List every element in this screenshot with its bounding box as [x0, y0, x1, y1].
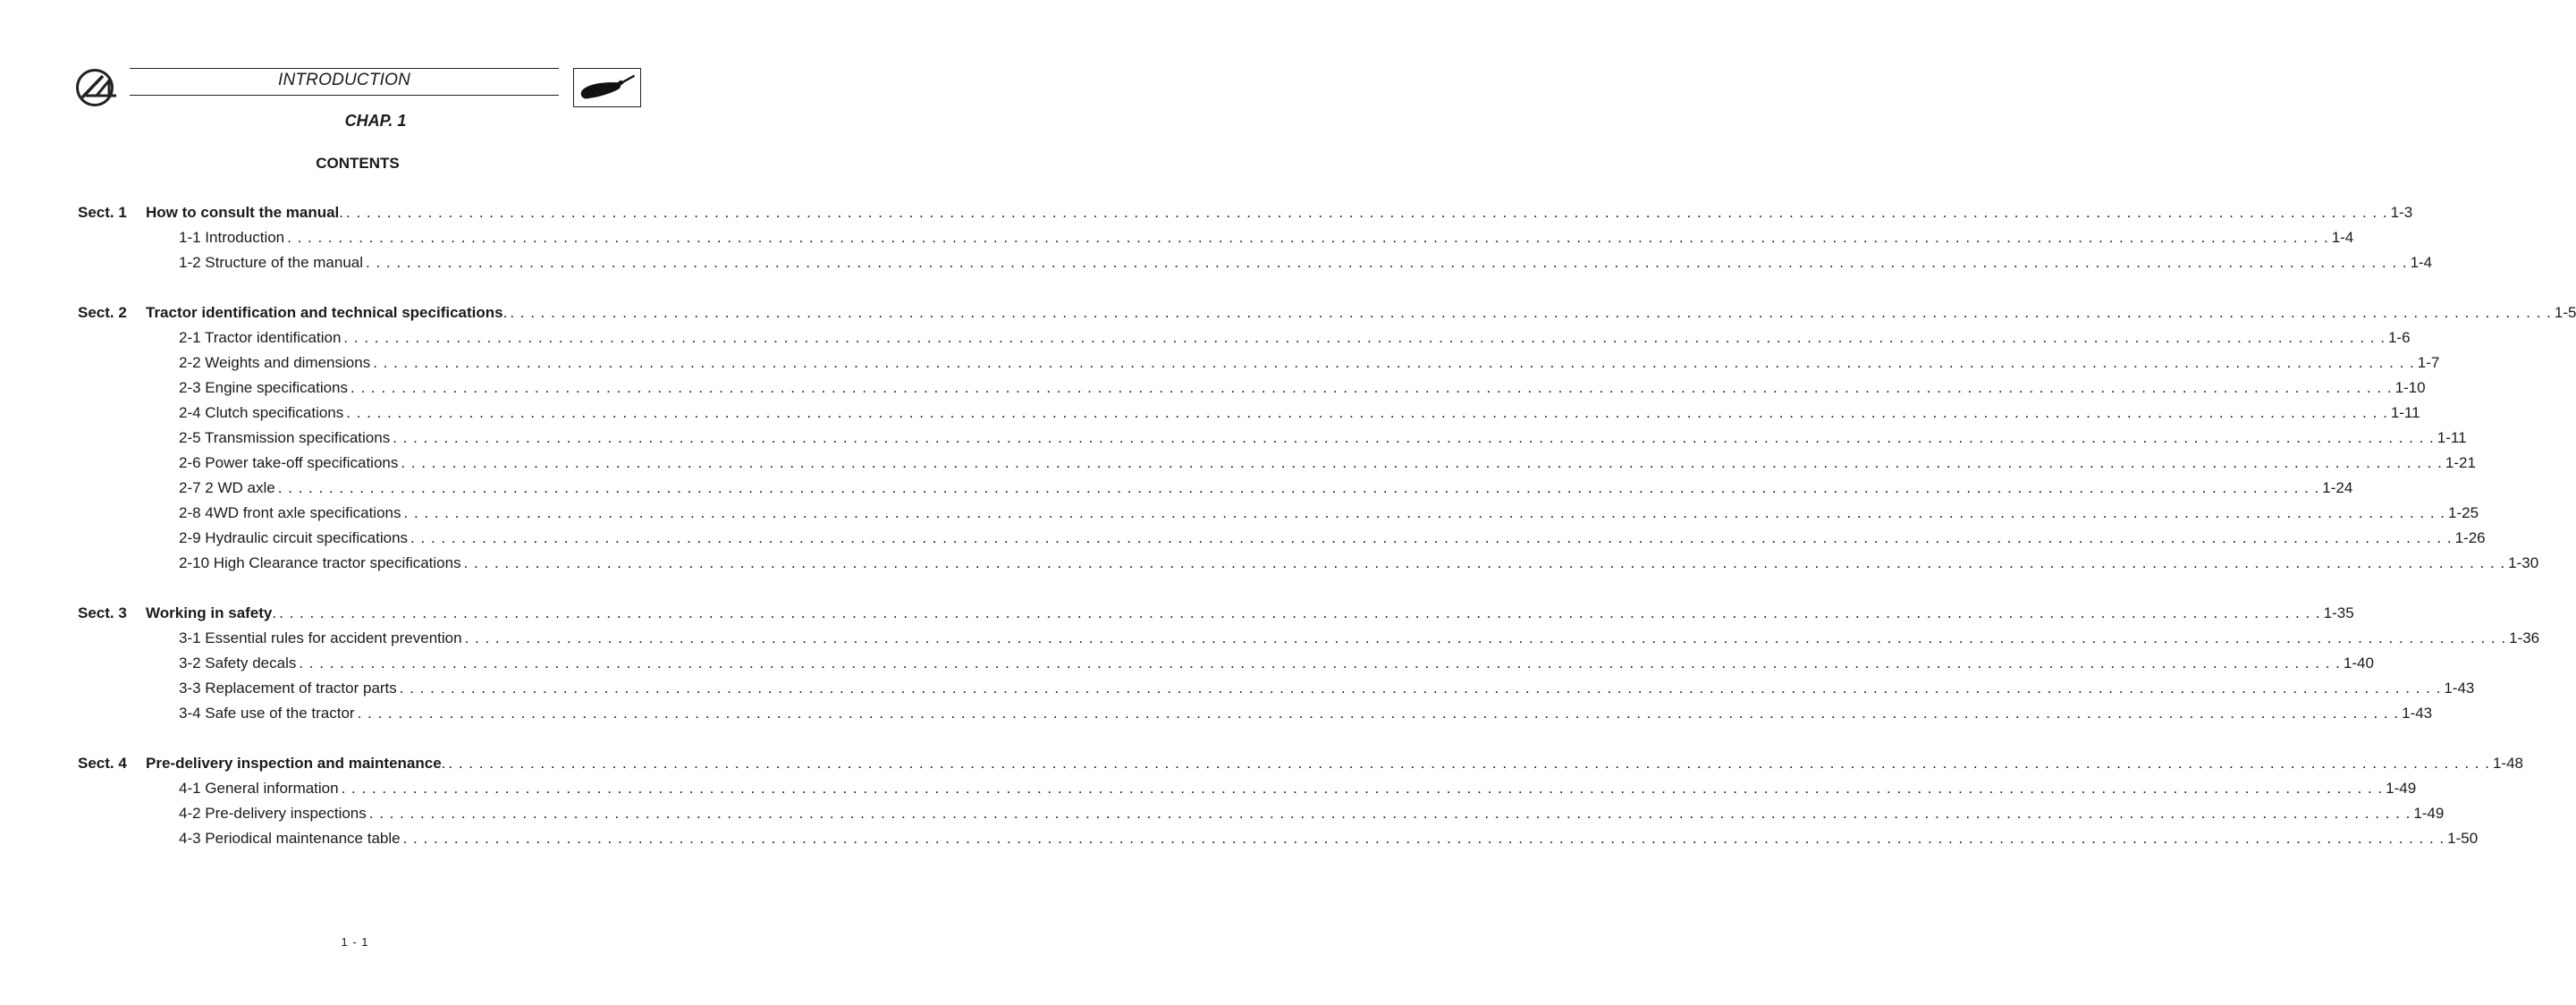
- toc-page-number: 1-21: [2445, 454, 2476, 471]
- toc-leader-dots: . . . . . . . . . . . . . . . . . . . . . . . . . . . . . . . . . . . . . . . . . . . . . . . . . . . . . . . . . . . . . . . . . . . . . . . . . . . . . . . . . . . . . . . . . . . . . . . . . . . . . . . . . . . . . . . . . . . . . . . . . . . . . . . . . . . . . . . . . . . . . . . . . . . . . . . . . . . . . . . . . . . . . . . . . . . . . . . . . . . . . . . . . . . . . . . . . . . . . . . .: [510, 304, 2552, 321]
- contents-heading: CONTENTS: [316, 155, 400, 172]
- toc-section-row: Sect. 3 Working in safety . . . . . . . . . . . . . . . . . . . . . . . . . . . . . . . . . . . . . . . . . . . . . . . . . . . . . . . . . . . . . . . . . . . . . . . . . . . . . . . . . . . . . . . . . . . . . . . . . . . . . . . . . . . . . . . . . . . . . . . . . . . . . . . . . . . . . . . . . . . . . . . . . . . . . . . . . . . . . . . . . . . . . . . . . . . . . . . . . . . . . . . . . . . . . . . . . . . . . . . . . 1-35: [78, 601, 641, 626]
- toc-subsection-row: [78, 476, 2353, 501]
- toc-leader-dots: . . . . . . . . . . . . . . . . . . . . . . . . . . . . . . . . . . . . . . . . . . . . . . . . . . . . . . . . . . . . . . . . . . . . . . . . . . . . . . . . . . . . . . . . . . . . . . . . . . . . . . . . . . . . . . . . . . . . . . . . . . . . . . . . . . . . . . . . . . . . . . . . . . . . . . . . . . . . . . . . . . . . . . . . . . . . . . . . . . . . . . . . . . . . . . . . . . . . . . . .: [463, 554, 2506, 571]
- toc-page-number: 1-49: [2386, 780, 2417, 797]
- toc-leader-dots: . . . . . . . . . . . . . . . . . . . . . . . . . . . . . . . . . . . . . . . . . . . . . . . . . . . . . . . . . . . . . . . . . . . . . . . . . . . . . . . . . . . . . . . . . . . . . . . . . . . . . . . . . . . . . . . . . . . . . . . . . . . . . . . . . . . . . . . . . . . . . . . . . . . . . . . . . . . . . . . . . . . . . . . . . . . . . . . . . . . . . . . . . . . . . . . . . . . . . . . .: [287, 229, 2329, 246]
- toc-entry-title: 3-2 Safety decals: [179, 655, 297, 671]
- toc-page-number: 1-49: [2413, 805, 2445, 822]
- chapter-title: CHAP. 1: [344, 112, 407, 130]
- toc-subsection-row: [78, 451, 2476, 476]
- toc-subsection-row: [78, 325, 2411, 350]
- toc-entry-title: 2-7 2 WD axle: [179, 479, 275, 496]
- toc-leader-dots: . . . . . . . . . . . . . . . . . . . . . . . . . . . . . . . . . . . . . . . . . . . . . . . . . . . . . . . . . . . . . . . . . . . . . . . . . . . . . . . . . . . . . . . . . . . . . . . . . . . . . . . . . . . . . . . . . . . . . . . . . . . . . . . . . . . . . . . . . . . . . . . . . . . . . . . . . . . . . . . . . . . . . . . . . . . . . . . . . . . . . . . . . . . . . . . . . . . . . . . .: [357, 705, 2400, 722]
- toc-entry-title: 2-3 Engine specifications: [179, 379, 349, 396]
- toc-entry-title: How to consult the manual: [146, 204, 340, 221]
- toc-entry-title: Tractor identification and technical specifications: [146, 304, 503, 321]
- toc-entry-title: Working in safety: [146, 604, 273, 621]
- toc-subsection-row: [78, 250, 2433, 275]
- toc-leader-dots: . . . . . . . . . . . . . . . . . . . . . . . . . . . . . . . . . . . . . . . . . . . . . . . . . . . . . . . . . . . . . . . . . . . . . . . . . . . . . . . . . . . . . . . . . . . . . . . . . . . . . . . . . . . . . . . . . . . . . . . . . . . . . . . . . . . . . . . . . . . . . . . . . . . . . . . . . . . . . . . . . . . . . . . . . . . . . . . . . . . . . . . . . . . . . . . . . . . . . . . .: [279, 604, 2321, 621]
- toc-section-label: Sect. 3: [78, 604, 127, 621]
- toc-section-row: Sect. 2 Tractor identification and technical specifications . . . . . . . . . . . . . . . . . . . . . . . . . . . . . . . . . . . . . . . . . . . . . . . . . . . . . . . . . . . . . . . . . . . . . . . . . . . . . . . . . . . . . . . . . . . . . . . . . . . . . . . . . . . . . . . . . . . . . . . . . . . . . . . . . . . . . . . . . . . . . . . . . . . . . . . . . . . . . . . . . . . . . . . . . . . . . . . . . . . . . . . . . . . . . . . . . . . . . . . . . 1-5: [78, 300, 641, 325]
- toc-subsection-row: [78, 426, 2467, 451]
- toc-subsection-row: [78, 501, 2479, 526]
- toc-section-label: Sect. 2: [78, 304, 127, 321]
- toc-entry-title: 2-5 Transmission specifications: [179, 429, 391, 446]
- toc-leader-dots: . . . . . . . . . . . . . . . . . . . . . . . . . . . . . . . . . . . . . . . . . . . . . . . . . . . . . . . . . . . . . . . . . . . . . . . . . . . . . . . . . . . . . . . . . . . . . . . . . . . . . . . . . . . . . . . . . . . . . . . . . . . . . . . . . . . . . . . . . . . . . . . . . . . . . . . . . . . . . . . . . . . . . . . . . . . . . . . . . . . . . . . . . . . . . . . . . . . . . . . .: [368, 805, 2411, 822]
- page-number: 1 - 1: [341, 935, 369, 949]
- toc-entry-title: 1-2 Structure of the manual: [179, 254, 364, 271]
- toc-page-number: 1-26: [2454, 529, 2486, 546]
- toc-subsection-row: [78, 376, 2426, 401]
- toc-section-row: Sect. 4 Pre-delivery inspection and maintenance . . . . . . . . . . . . . . . . . . . . . . . . . . . . . . . . . . . . . . . . . . . . . . . . . . . . . . . . . . . . . . . . . . . . . . . . . . . . . . . . . . . . . . . . . . . . . . . . . . . . . . . . . . . . . . . . . . . . . . . . . . . . . . . . . . . . . . . . . . . . . . . . . . . . . . . . . . . . . . . . . . . . . . . . . . . . . . . . . . . . . . . . . . . . . . . . . . . . . . . . . 1-48: [78, 751, 641, 776]
- toc-leader-dots: . . . . . . . . . . . . . . . . . . . . . . . . . . . . . . . . . . . . . . . . . . . . . . . . . . . . . . . . . . . . . . . . . . . . . . . . . . . . . . . . . . . . . . . . . . . . . . . . . . . . . . . . . . . . . . . . . . . . . . . . . . . . . . . . . . . . . . . . . . . . . . . . . . . . . . . . . . . . . . . . . . . . . . . . . . . . . . . . . . . . . . . . . . . . . . . . . . . . . . . .: [346, 404, 2388, 421]
- toc-leader-dots: . . . . . . . . . . . . . . . . . . . . . . . . . . . . . . . . . . . . . . . . . . . . . . . . . . . . . . . . . . . . . . . . . . . . . . . . . . . . . . . . . . . . . . . . . . . . . . . . . . . . . . . . . . . . . . . . . . . . . . . . . . . . . . . . . . . . . . . . . . . . . . . . . . . . . . . . . . . . . . . . . . . . . . . . . . . . . . . . . . . . . . . . . . . . . . . . . . . . . . . .: [448, 755, 2490, 772]
- toc-page-number: 1-4: [2410, 254, 2433, 271]
- toc-subsection-row: [78, 401, 2420, 426]
- toc-subsection-row: [78, 551, 2539, 576]
- toc-entry-title: 2-2 Weights and dimensions: [179, 354, 371, 371]
- toc-entry-title: 2-8 4WD front axle specifications: [179, 504, 401, 521]
- toc-section-row: Sect. 1 How to consult the manual . . . . . . . . . . . . . . . . . . . . . . . . . . . . . . . . . . . . . . . . . . . . . . . . . . . . . . . . . . . . . . . . . . . . . . . . . . . . . . . . . . . . . . . . . . . . . . . . . . . . . . . . . . . . . . . . . . . . . . . . . . . . . . . . . . . . . . . . . . . . . . . . . . . . . . . . . . . . . . . . . . . . . . . . . . . . . . . . . . . . . . . . . . . . . . . . . . . . . . . . . 1-3: [78, 200, 641, 225]
- toc-entry-title: 4-1 General information: [179, 780, 339, 797]
- toc-leader-dots: . . . . . . . . . . . . . . . . . . . . . . . . . . . . . . . . . . . . . . . . . . . . . . . . . . . . . . . . . . . . . . . . . . . . . . . . . . . . . . . . . . . . . . . . . . . . . . . . . . . . . . . . . . . . . . . . . . . . . . . . . . . . . . . . . . . . . . . . . . . . . . . . . . . . . . . . . . . . . . . . . . . . . . . . . . . . . . . . . . . . . . . . . . . . . . . . . . . . . . . .: [401, 454, 2443, 471]
- toc-entry-title: 3-4 Safe use of the tractor: [179, 705, 355, 722]
- toc-page-number: 1-36: [2509, 629, 2540, 646]
- toc-section-label: Sect. 1: [78, 204, 127, 221]
- toc-subsection-row: [78, 651, 2374, 676]
- toc-leader-dots: . . . . . . . . . . . . . . . . . . . . . . . . . . . . . . . . . . . . . . . . . . . . . . . . . . . . . . . . . . . . . . . . . . . . . . . . . . . . . . . . . . . . . . . . . . . . . . . . . . . . . . . . . . . . . . . . . . . . . . . . . . . . . . . . . . . . . . . . . . . . . . . . . . . . . . . . . . . . . . . . . . . . . . . . . . . . . . . . . . . . . . . . . . . . . . . . . . . . . . . .: [346, 204, 2388, 221]
- pointing-hand-icon: [573, 68, 641, 107]
- chapter-emblem-icon: [75, 68, 118, 107]
- toc-leader-dots: . . . . . . . . . . . . . . . . . . . . . . . . . . . . . . . . . . . . . . . . . . . . . . . . . . . . . . . . . . . . . . . . . . . . . . . . . . . . . . . . . . . . . . . . . . . . . . . . . . . . . . . . . . . . . . . . . . . . . . . . . . . . . . . . . . . . . . . . . . . . . . . . . . . . . . . . . . . . . . . . . . . . . . . . . . . . . . . . . . . . . . . . . . . . . . . . . . . . . . . .: [402, 830, 2445, 847]
- toc-entry-title: 3-3 Replacement of tractor parts: [179, 680, 397, 697]
- toc-page-number: 1-24: [2322, 479, 2353, 496]
- toc-entry-title: 4-3 Periodical maintenance table: [179, 830, 401, 847]
- toc-leader-dots: . . . . . . . . . . . . . . . . . . . . . . . . . . . . . . . . . . . . . . . . . . . . . . . . . . . . . . . . . . . . . . . . . . . . . . . . . . . . . . . . . . . . . . . . . . . . . . . . . . . . . . . . . . . . . . . . . . . . . . . . . . . . . . . . . . . . . . . . . . . . . . . . . . . . . . . . . . . . . . . . . . . . . . . . . . . . . . . . . . . . . . . . . . . . . . . . . . . . . . . .: [403, 504, 2446, 521]
- toc-subsection-row: [78, 626, 2540, 651]
- toc-page-number: 1-43: [2402, 705, 2433, 722]
- header-rule-bottom: [130, 95, 559, 96]
- toc-page-number: 1-11: [2390, 404, 2420, 421]
- toc-leader-dots: . . . . . . . . . . . . . . . . . . . . . . . . . . . . . . . . . . . . . . . . . . . . . . . . . . . . . . . . . . . . . . . . . . . . . . . . . . . . . . . . . . . . . . . . . . . . . . . . . . . . . . . . . . . . . . . . . . . . . . . . . . . . . . . . . . . . . . . . . . . . . . . . . . . . . . . . . . . . . . . . . . . . . . . . . . . . . . . . . . . . . . . . . . . . . . . . . . . . . . . .: [464, 629, 2507, 646]
- toc-page-number: 1-3: [2390, 204, 2413, 221]
- toc-page-number: 1-7: [2417, 354, 2440, 371]
- toc-subsection-row: [78, 826, 2479, 851]
- toc-leader-dots: . . . . . . . . . . . . . . . . . . . . . . . . . . . . . . . . . . . . . . . . . . . . . . . . . . . . . . . . . . . . . . . . . . . . . . . . . . . . . . . . . . . . . . . . . . . . . . . . . . . . . . . . . . . . . . . . . . . . . . . . . . . . . . . . . . . . . . . . . . . . . . . . . . . . . . . . . . . . . . . . . . . . . . . . . . . . . . . . . . . . . . . . . . . . . . . . . . . . . . . .: [277, 479, 2320, 496]
- toc-page-number: 1-6: [2387, 329, 2411, 346]
- toc-entry-title: 1-1 Introduction: [179, 229, 285, 246]
- toc-page-number: 1-5: [2554, 304, 2576, 321]
- toc-entry-title: 2-4 Clutch specifications: [179, 404, 344, 421]
- toc-entry-title: Pre-delivery inspection and maintenance: [146, 755, 442, 772]
- toc-page-number: 1-35: [2323, 604, 2354, 621]
- toc-leader-dots: . . . . . . . . . . . . . . . . . . . . . . . . . . . . . . . . . . . . . . . . . . . . . . . . . . . . . . . . . . . . . . . . . . . . . . . . . . . . . . . . . . . . . . . . . . . . . . . . . . . . . . . . . . . . . . . . . . . . . . . . . . . . . . . . . . . . . . . . . . . . . . . . . . . . . . . . . . . . . . . . . . . . . . . . . . . . . . . . . . . . . . . . . . . . . . . . . . . . . . . .: [410, 529, 2453, 546]
- toc-entry-title: 2-9 Hydraulic circuit specifications: [179, 529, 409, 546]
- header-title: INTRODUCTION: [277, 71, 411, 89]
- toc-leader-dots: . . . . . . . . . . . . . . . . . . . . . . . . . . . . . . . . . . . . . . . . . . . . . . . . . . . . . . . . . . . . . . . . . . . . . . . . . . . . . . . . . . . . . . . . . . . . . . . . . . . . . . . . . . . . . . . . . . . . . . . . . . . . . . . . . . . . . . . . . . . . . . . . . . . . . . . . . . . . . . . . . . . . . . . . . . . . . . . . . . . . . . . . . . . . . . . . . . . . . . . .: [366, 254, 2408, 271]
- toc-page-number: 1-4: [2331, 229, 2354, 246]
- toc-subsection-row: [78, 350, 2440, 376]
- toc-page-number: 1-11: [2437, 429, 2467, 446]
- toc-entry-title: 3-1 Essential rules for accident prevention: [179, 629, 462, 646]
- toc-leader-dots: . . . . . . . . . . . . . . . . . . . . . . . . . . . . . . . . . . . . . . . . . . . . . . . . . . . . . . . . . . . . . . . . . . . . . . . . . . . . . . . . . . . . . . . . . . . . . . . . . . . . . . . . . . . . . . . . . . . . . . . . . . . . . . . . . . . . . . . . . . . . . . . . . . . . . . . . . . . . . . . . . . . . . . . . . . . . . . . . . . . . . . . . . . . . . . . . . . . . . . . .: [351, 379, 2393, 396]
- toc-entry-title: 2-1 Tractor identification: [179, 329, 342, 346]
- toc-subsection-row: [78, 776, 2417, 801]
- table-of-contents: [78, 200, 2576, 851]
- toc-leader-dots: . . . . . . . . . . . . . . . . . . . . . . . . . . . . . . . . . . . . . . . . . . . . . . . . . . . . . . . . . . . . . . . . . . . . . . . . . . . . . . . . . . . . . . . . . . . . . . . . . . . . . . . . . . . . . . . . . . . . . . . . . . . . . . . . . . . . . . . . . . . . . . . . . . . . . . . . . . . . . . . . . . . . . . . . . . . . . . . . . . . . . . . . . . . . . . . . . . . . . . . .: [341, 780, 2384, 797]
- toc-leader-dots: . . . . . . . . . . . . . . . . . . . . . . . . . . . . . . . . . . . . . . . . . . . . . . . . . . . . . . . . . . . . . . . . . . . . . . . . . . . . . . . . . . . . . . . . . . . . . . . . . . . . . . . . . . . . . . . . . . . . . . . . . . . . . . . . . . . . . . . . . . . . . . . . . . . . . . . . . . . . . . . . . . . . . . . . . . . . . . . . . . . . . . . . . . . . . . . . . . . . . . . .: [373, 354, 2415, 371]
- toc-subsection-row: [78, 676, 2475, 701]
- toc-page-number: 1-30: [2508, 554, 2539, 571]
- toc-leader-dots: . . . . . . . . . . . . . . . . . . . . . . . . . . . . . . . . . . . . . . . . . . . . . . . . . . . . . . . . . . . . . . . . . . . . . . . . . . . . . . . . . . . . . . . . . . . . . . . . . . . . . . . . . . . . . . . . . . . . . . . . . . . . . . . . . . . . . . . . . . . . . . . . . . . . . . . . . . . . . . . . . . . . . . . . . . . . . . . . . . . . . . . . . . . . . . . . . . . . . . . .: [399, 680, 2442, 697]
- toc-leader-dots: . . . . . . . . . . . . . . . . . . . . . . . . . . . . . . . . . . . . . . . . . . . . . . . . . . . . . . . . . . . . . . . . . . . . . . . . . . . . . . . . . . . . . . . . . . . . . . . . . . . . . . . . . . . . . . . . . . . . . . . . . . . . . . . . . . . . . . . . . . . . . . . . . . . . . . . . . . . . . . . . . . . . . . . . . . . . . . . . . . . . . . . . . . . . . . . . . . . . . . . .: [299, 655, 2341, 671]
- header-rule-top: [130, 68, 559, 69]
- toc-leader-dots: . . . . . . . . . . . . . . . . . . . . . . . . . . . . . . . . . . . . . . . . . . . . . . . . . . . . . . . . . . . . . . . . . . . . . . . . . . . . . . . . . . . . . . . . . . . . . . . . . . . . . . . . . . . . . . . . . . . . . . . . . . . . . . . . . . . . . . . . . . . . . . . . . . . . . . . . . . . . . . . . . . . . . . . . . . . . . . . . . . . . . . . . . . . . . . . . . . . . . . . .: [393, 429, 2435, 446]
- toc-section-label: Sect. 4: [78, 755, 127, 772]
- toc-page-number: 1-43: [2444, 680, 2475, 697]
- toc-subsection-row: [78, 225, 2354, 250]
- toc-entry-title: 4-2 Pre-delivery inspections: [179, 805, 367, 822]
- toc-subsection-row: [78, 526, 2486, 551]
- toc-entry-title: 2-10 High Clearance tractor specifications: [179, 554, 461, 571]
- toc-page-number: 1-10: [2394, 379, 2426, 396]
- toc-page-number: 1-40: [2343, 655, 2374, 671]
- toc-subsection-row: [78, 801, 2445, 826]
- toc-page-number: 1-50: [2447, 830, 2479, 847]
- toc-page-number: 1-25: [2448, 504, 2479, 521]
- toc-subsection-row: [78, 701, 2433, 726]
- toc-page-number: 1-48: [2492, 755, 2523, 772]
- toc-leader-dots: . . . . . . . . . . . . . . . . . . . . . . . . . . . . . . . . . . . . . . . . . . . . . . . . . . . . . . . . . . . . . . . . . . . . . . . . . . . . . . . . . . . . . . . . . . . . . . . . . . . . . . . . . . . . . . . . . . . . . . . . . . . . . . . . . . . . . . . . . . . . . . . . . . . . . . . . . . . . . . . . . . . . . . . . . . . . . . . . . . . . . . . . . . . . . . . . . . . . . . . .: [343, 329, 2386, 346]
- toc-entry-title: 2-6 Power take-off specifications: [179, 454, 399, 471]
